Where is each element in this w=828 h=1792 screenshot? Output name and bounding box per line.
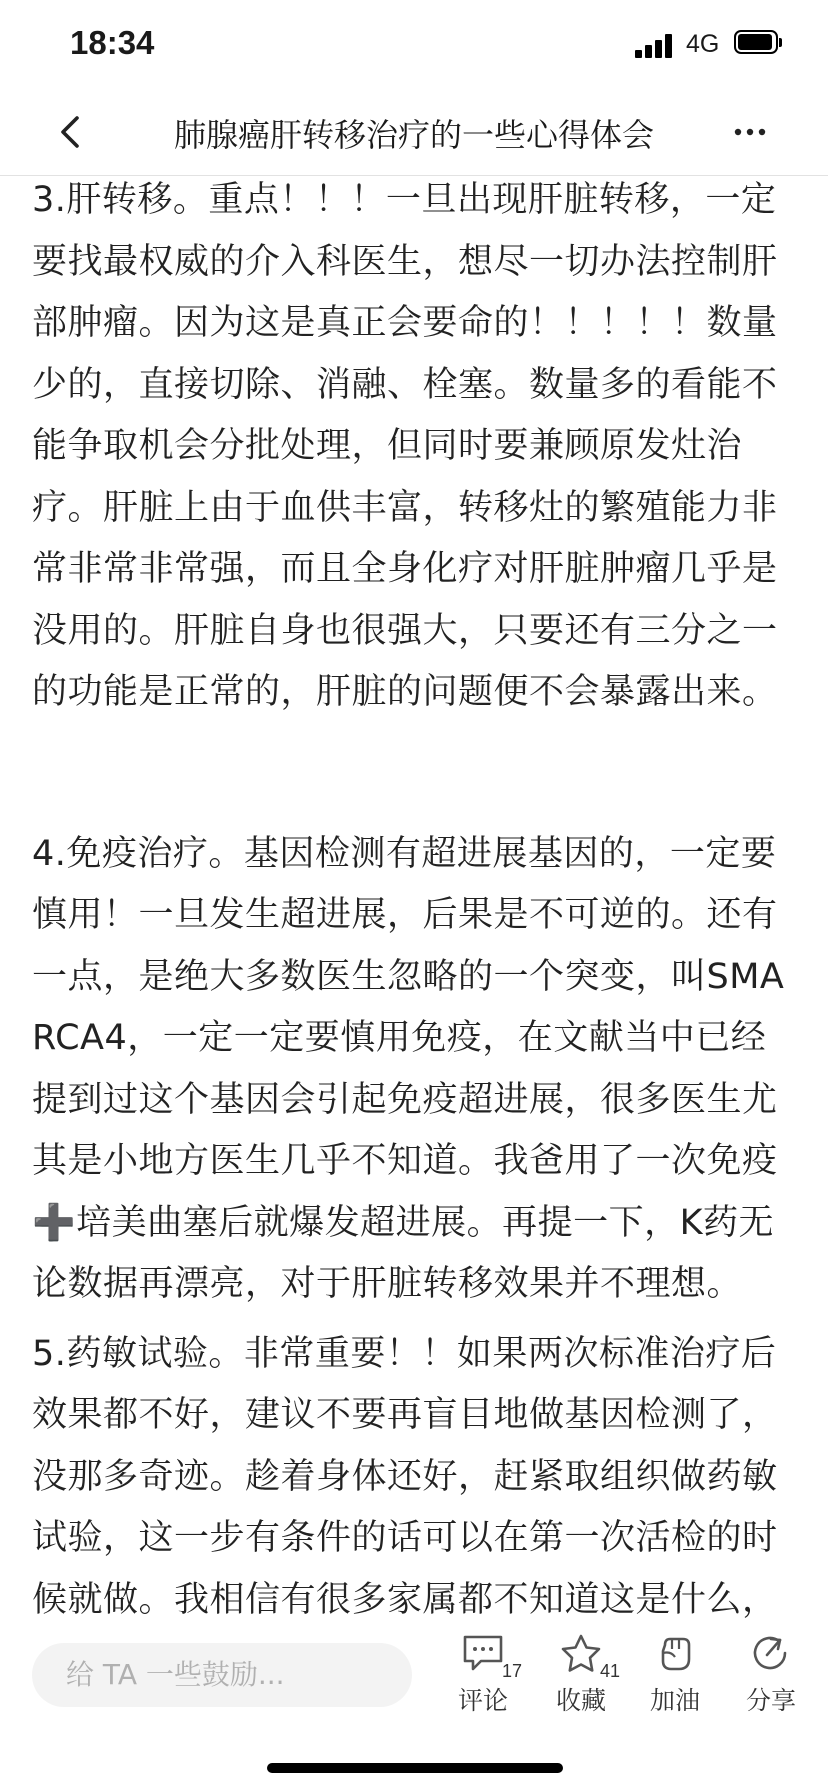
favorite-button[interactable] bbox=[536, 1633, 626, 1733]
comment-count: 17 bbox=[502, 1661, 523, 1681]
comment-label: 评论 bbox=[457, 1686, 508, 1715]
nav-bar bbox=[0, 88, 828, 176]
home-indicator bbox=[267, 1763, 563, 1773]
favorite-count: 41 bbox=[600, 1661, 621, 1681]
comment-icon bbox=[461, 1633, 505, 1673]
back-arrow-icon[interactable] bbox=[48, 108, 96, 156]
more-icon[interactable] bbox=[724, 108, 776, 156]
battery-icon bbox=[734, 30, 778, 54]
network-type: 4G bbox=[686, 30, 720, 58]
share-label: 分享 bbox=[745, 1686, 796, 1715]
paragraph-immunotherapy: 4.免疫治疗。基因检测有超进展基因的，一定要慎用！一旦发生超进展，后果是不可逆的。还有一点，是绝大多数医生忽略的一个突变，叫SMARCA4，一定一定要慎用免疫，在文献当中已经提到过这个基因会引起免疫超进展，很多医生尤其是小地方医生几乎不知道。我爸用了一次免疫➕培美曲塞后就爆发超进展。再提一下，K药无论数据再漂亮，对于肝脏转移效果并不理想。 bbox=[32, 833, 785, 1304]
article-body bbox=[32, 170, 792, 1625]
battery-tip bbox=[779, 38, 782, 47]
share-icon bbox=[749, 1633, 793, 1673]
cheer-label: 加油 bbox=[649, 1686, 700, 1715]
favorite-label: 收藏 bbox=[555, 1686, 606, 1715]
status-time: 18:34 bbox=[70, 24, 155, 61]
cheer-button[interactable] bbox=[630, 1633, 720, 1733]
paragraph-spacer bbox=[32, 1316, 792, 1324]
share-button[interactable] bbox=[726, 1633, 816, 1733]
encourage-input[interactable]: 给 TA 一些鼓励... bbox=[32, 1643, 412, 1707]
signal-icon bbox=[635, 34, 675, 58]
fist-icon bbox=[653, 1633, 697, 1673]
star-icon bbox=[559, 1633, 603, 1673]
paragraph-spacer bbox=[32, 724, 792, 824]
status-bar bbox=[0, 0, 828, 88]
paragraph-drug-sensitivity: 5.药敏试验。非常重要！！如果两次标准治疗后效果都不好，建议不要再盲目地做基因检测了，没那多奇迹。趁着身体还好，赶紧取组织做药敏试验，这一步有条件的话可以在第一次活检的时候就做。我相信有很多家属都不知道这是什么， bbox=[32, 1333, 778, 1620]
comment-button[interactable] bbox=[438, 1633, 528, 1733]
paragraph-liver-metastasis: 3.肝转移。重点！！！一旦出现肝脏转移，一定要找最权威的介入科医生，想尽一切办法控制肝部肿瘤。因为这是真正会要命的！！！！！数量少的，直接切除、消融、栓塞。数量多的看能不能争取机会分批处理，但同时要兼顾原发灶治疗。肝脏上由于血供丰富，转移灶的繁殖能力非常非常非常强，而且全身化疗对肝脏肿瘤几乎是没用的。肝脏自身也很强大，只要还有三分之一的功能是正常的，肝脏的问题便不会暴露出来。 bbox=[32, 180, 778, 712]
page-title: 肺腺癌肝转移治疗的一些心得体会 bbox=[173, 116, 654, 154]
